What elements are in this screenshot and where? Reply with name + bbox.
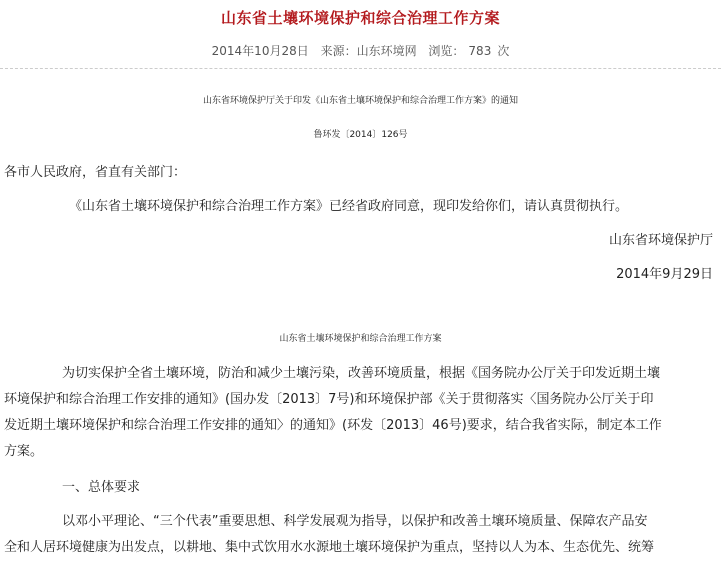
paragraph-line: 方案。 — [4, 444, 44, 459]
section-body — [4, 509, 654, 561]
paragraph-line: 以邓小平理论、“三个代表”重要思想、科学发展观为指导，以保护和改善土壤环境质量、保障农产品安 — [62, 514, 648, 529]
paragraph-line: 全和人居环境健康为出发点，以耕地、集中式饮用水水源地土壤环境保护为重点，坚持以人为本、生态优先、统筹 — [4, 540, 655, 555]
paragraph-line: 环境保护和综合治理工作安排的通知》(国办发〔2013〕7号)和环境保护部《关于贯彻落实〈国务院办公厅关于印 — [4, 392, 654, 407]
view-count — [428, 44, 509, 58]
notice-heading: 山东省环境保护厅关于印发《山东省土壤环境保护和综合治理工作方案》的通知 — [202, 96, 518, 106]
notice-issuer: 山东省环境保护厅 — [608, 233, 713, 248]
notice-issue-date: 2014年9月29日 — [616, 267, 713, 282]
view-count-unit: 次 — [497, 44, 510, 58]
notice-body: 《山东省土壤环境保护和综合治理工作方案》已经省政府同意，现印发给你们，请认真贯彻执行。 — [69, 199, 629, 214]
plan-intro — [4, 361, 662, 465]
divider — [0, 68, 721, 69]
article-title: 山东省土壤环境保护和综合治理工作方案 — [220, 9, 500, 27]
paragraph-line: 发近期土壤环境保护和综合治理工作安排的通知〉的通知》(环发〔2013〕46号)要求，结合我省实际，制定本工作 — [4, 418, 662, 433]
view-count-value: 783 — [468, 44, 492, 58]
plan-title: 山东省土壤环境保护和综合治理工作方案 — [279, 334, 442, 344]
publish-date: 2014年10月28日 — [211, 44, 309, 58]
section-heading: 一、总体要求 — [62, 480, 141, 495]
notice-addressee: 各市人民政府，省直有关部门： — [4, 165, 187, 180]
notice-doc-number: 鲁环发〔2014〕126号 — [313, 130, 408, 140]
paragraph-line: 为切实保护全省土壤环境，防治和减少土壤污染，改善环境质量，根据《国务院办公厅关于印发近期土壤 — [62, 366, 661, 381]
view-count-label: 浏览： — [428, 44, 465, 58]
article-meta — [0, 42, 721, 59]
article-source: 来源：山东环境网 — [320, 44, 417, 58]
